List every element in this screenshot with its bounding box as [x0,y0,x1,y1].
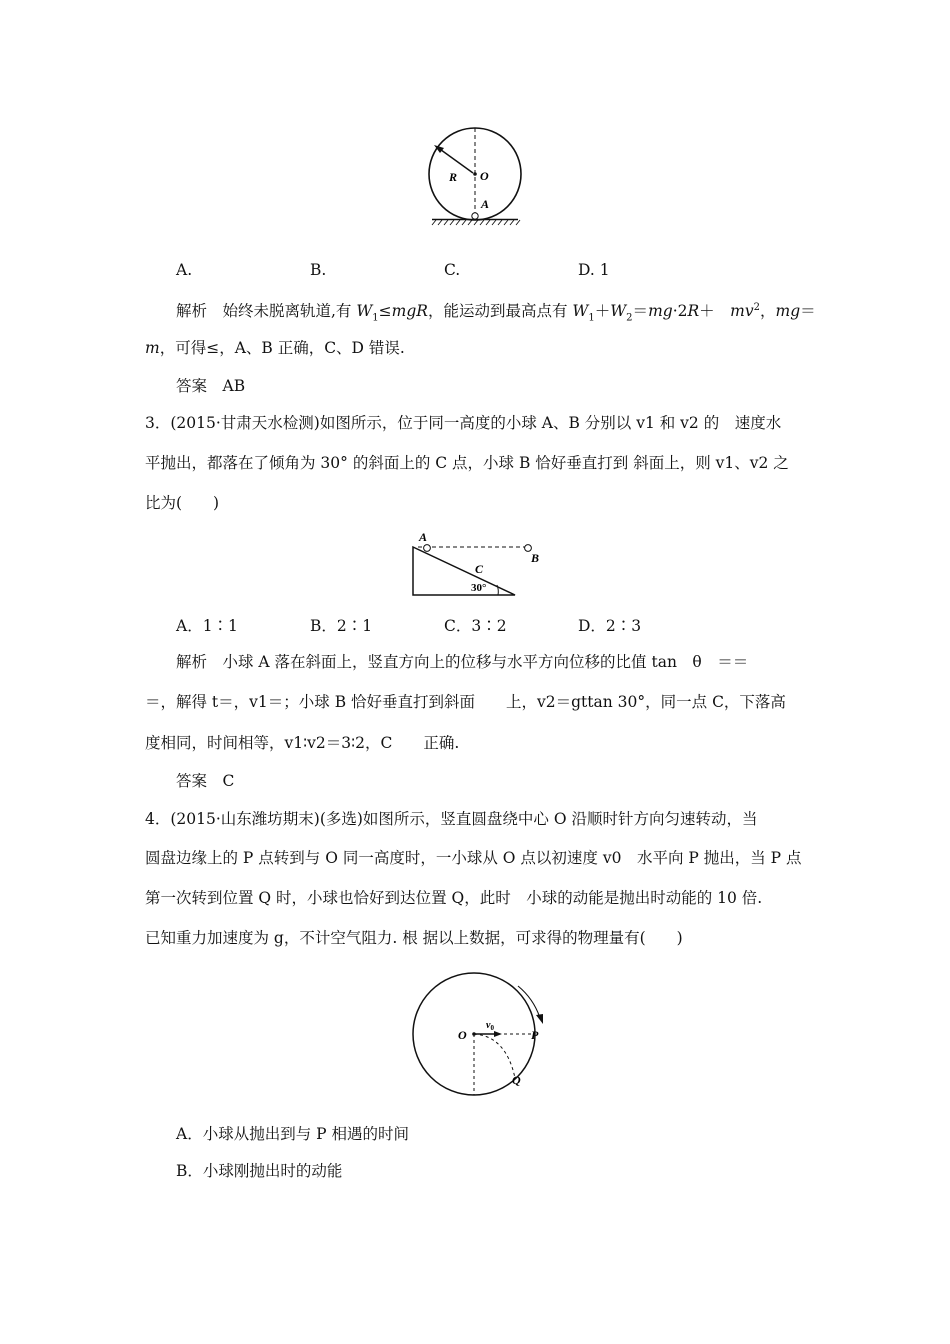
q2-analysis-line-2: m，可得≤，A、B 正确，C、D 错误. [145,339,405,357]
q3-stem-line-3: 比为( ) [145,494,220,512]
fig1-label-o: O [480,169,489,183]
fig1-label-a: A [481,197,490,211]
q3-analysis-line-2: ＝，解得 t＝，v1＝；小球 B 恰好垂直打到斜面 上，v2＝gttan 30°，同一点 C，下落高 [145,693,786,711]
q3-option-b: B．2∶1 [310,617,373,635]
fig3-label-q: Q [512,1073,521,1087]
q3-analysis-line-1: 解析 小球 A 落在斜面上，竖直方向上的位移与水平方向位移的比值 tan θ ＝＝ [176,653,749,671]
fig2-label-b: B [531,551,540,565]
q4-option-b: B．小球刚抛出时的动能 [176,1162,343,1180]
fig3-label-p: P [531,1028,539,1042]
q2-option-a: A. [176,261,193,279]
q2-analysis-line-1: 解析 始终未脱离轨道,有 $W_1\le mgR$，能运动到最高点有 $W_1+W_2=mg\cdot 2R+$ $mv^2$，mg＝ [176,302,816,324]
q3-option-a: A．1∶1 [176,617,238,635]
q2-answer: 答案 AB [176,377,246,395]
q3-option-d: D．2∶3 [578,617,642,635]
q3-option-c: C．3∶2 [444,617,507,635]
q3-answer: 答案 C [176,772,235,790]
fig2-label-angle: 30° [471,582,487,594]
q4-stem-line-4: 已知重力加速度为 g，不计空气阻力. 根 据以上数据，可求得的物理量有( ) [145,929,683,947]
q4-stem-line-1: 4．(2015·山东潍坊期末)(多选)如图所示，竖直圆盘绕中心 O 沿顺时针方向匀速转动，当 [145,810,758,828]
q3-stem-line-2: 平抛出，都落在了倾角为 30° 的斜面上的 C 点，小球 B 恰好垂直打到 斜面上，则 v1、v2 之 [145,454,789,472]
fig1-label-r: R [449,170,458,184]
q2-option-d: D. 1 [578,261,610,279]
q2-option-b: B. [310,261,327,279]
q4-stem-line-2: 圆盘边缘上的 P 点转到与 O 同一高度时，一小球从 O 点以初速度 v0 水平向 P 抛出，当 P 点 [145,849,802,867]
q4-option-a: A．小球从抛出到与 P 相遇的时间 [176,1125,409,1143]
fig2-label-c: C [475,562,484,576]
fig3-label-v: $v_0$ [486,1020,494,1032]
q3-stem-line-1: 3．(2015·甘肃天水检测)如图所示，位于同一高度的小球 A、B 分别以 v1 和 v2 的 速度水 [145,414,782,432]
q4-stem-line-3: 第一次转到位置 Q 时，小球也恰好到达位置 Q，此时 小球的动能是抛出时动能的 10 倍. [145,889,763,907]
fig3-label-o: O [458,1028,467,1042]
q2-option-c: C. [444,261,461,279]
q3-analysis-line-3: 度相同，时间相等，v1∶v2＝3∶2，C 正确. [145,734,460,752]
fig2-label-a: A [419,530,428,544]
